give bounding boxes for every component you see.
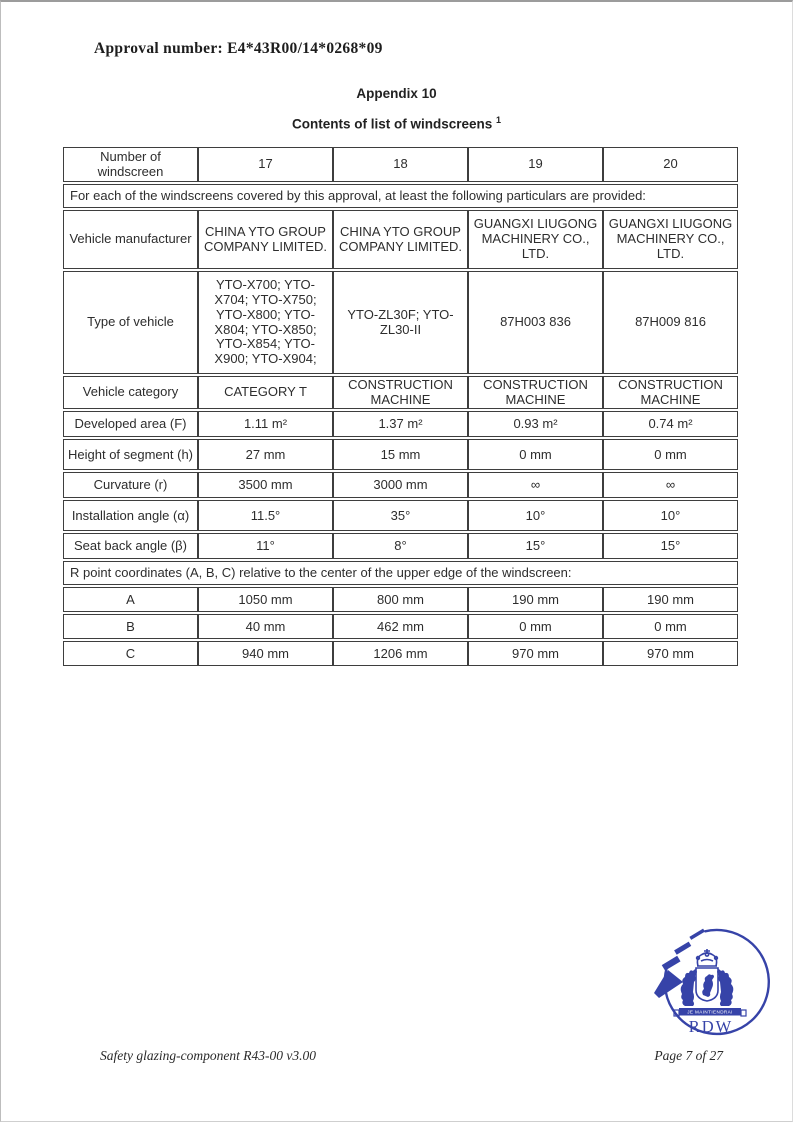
cell: 40 mm <box>198 614 333 639</box>
motto-text: JE MAINTIENDRAI <box>687 1009 733 1015</box>
cell: 1.11 m² <box>198 411 333 437</box>
table-row <box>63 641 738 666</box>
cell: CATEGORY T <box>198 376 333 409</box>
cell: YTO-X700; YTO-X704; YTO-X750; YTO-X800; YTO-X804; YTO-X850; YTO-X854; YTO-X900; YTO-X904; <box>198 271 333 374</box>
cell: 0 mm <box>468 439 603 470</box>
shield-icon <box>696 968 718 1001</box>
cell: 87H009 816 <box>603 271 738 374</box>
table-row <box>63 472 738 498</box>
table-header-row <box>63 147 738 182</box>
row-label: Height of segment (h) <box>63 439 198 470</box>
cell: 190 mm <box>468 587 603 612</box>
cell: 0.93 m² <box>468 411 603 437</box>
row-label: Vehicle manufacturer <box>63 210 198 269</box>
cell: CHINA YTO GROUP COMPANY LIMITED. <box>333 210 468 269</box>
note-row <box>63 184 738 208</box>
cell: 462 mm <box>333 614 468 639</box>
cell: 11° <box>198 533 333 559</box>
cell: CHINA YTO GROUP COMPANY LIMITED. <box>198 210 333 269</box>
motto-banner <box>674 1008 746 1016</box>
cell: 10° <box>603 500 738 531</box>
table-row <box>63 587 738 612</box>
cell: 10° <box>468 500 603 531</box>
cell: 1050 mm <box>198 587 333 612</box>
crown-icon <box>697 949 718 966</box>
cell: 970 mm <box>603 641 738 666</box>
footer-document-title: Safety glazing-component R43-00 v3.00 <box>100 1048 316 1063</box>
row-label: Number of windscreen <box>63 147 198 182</box>
cell: 0.74 m² <box>603 411 738 437</box>
cell: 3500 mm <box>198 472 333 498</box>
windscreen-number-cell: 18 <box>333 147 468 182</box>
table-row <box>63 210 738 269</box>
table-row <box>63 614 738 639</box>
table-row <box>63 271 738 374</box>
cell: 15° <box>468 533 603 559</box>
table-row <box>63 376 738 409</box>
row-label: B <box>63 614 198 639</box>
note-text: R point coordinates (A, B, C) relative to the center of the upper edge of the windscreen: <box>63 561 738 585</box>
row-label: A <box>63 587 198 612</box>
row-label: Curvature (r) <box>63 472 198 498</box>
note-text: For each of the windscreens covered by this approval, at least the following particulars are provided: <box>63 184 738 208</box>
cell: ∞ <box>468 472 603 498</box>
cell: 1.37 m² <box>333 411 468 437</box>
appendix-title: Appendix 10 <box>356 86 437 101</box>
cell: 970 mm <box>468 641 603 666</box>
row-label: Type of vehicle <box>63 271 198 374</box>
cell: 27 mm <box>198 439 333 470</box>
cell: 8° <box>333 533 468 559</box>
table-row <box>63 533 738 559</box>
windscreen-number-cell: 17 <box>198 147 333 182</box>
row-label: Developed area (F) <box>63 411 198 437</box>
footnote-reference: 1 <box>496 115 502 125</box>
cell: 800 mm <box>333 587 468 612</box>
row-label: C <box>63 641 198 666</box>
cell: GUANGXI LIUGONG MACHINERY CO., LTD. <box>603 210 738 269</box>
contents-title <box>1 115 792 132</box>
cell: CONSTRUCTION MACHINE <box>468 376 603 409</box>
contents-title-text: Contents of list of windscreens <box>291 116 493 132</box>
cell: CONSTRUCTION MACHINE <box>333 376 468 409</box>
cell: 1206 mm <box>333 641 468 666</box>
cell: 940 mm <box>198 641 333 666</box>
cell: 15 mm <box>333 439 468 470</box>
approval-number: Approval number: E4*43R00/14*0268*09 <box>94 40 383 57</box>
cell: GUANGXI LIUGONG MACHINERY CO., LTD. <box>468 210 603 269</box>
cell: 190 mm <box>603 587 738 612</box>
row-label: Installation angle (α) <box>63 500 198 531</box>
table-row <box>63 411 738 437</box>
windscreens-table <box>63 145 738 668</box>
windscreen-number-cell: 19 <box>468 147 603 182</box>
cell: CONSTRUCTION MACHINE <box>603 376 738 409</box>
cell: 15° <box>603 533 738 559</box>
row-label: Seat back angle (β) <box>63 533 198 559</box>
cell: 35° <box>333 500 468 531</box>
cell: 0 mm <box>603 614 738 639</box>
cell: 11.5° <box>198 500 333 531</box>
cell: 3000 mm <box>333 472 468 498</box>
row-label: Vehicle category <box>63 376 198 409</box>
rdw-logo-text: RDW <box>688 1017 734 1036</box>
table-row <box>63 439 738 470</box>
note-row <box>63 561 738 585</box>
cell: 0 mm <box>603 439 738 470</box>
footer-page-number: Page 7 of 27 <box>654 1048 723 1063</box>
rdw-stamp-icon <box>653 920 785 1052</box>
cell: 87H003 836 <box>468 271 603 374</box>
cell: 0 mm <box>468 614 603 639</box>
cell: YTO-ZL30F; YTO-ZL30-II <box>333 271 468 374</box>
cell: ∞ <box>603 472 738 498</box>
table-row <box>63 500 738 531</box>
windscreen-number-cell: 20 <box>603 147 738 182</box>
